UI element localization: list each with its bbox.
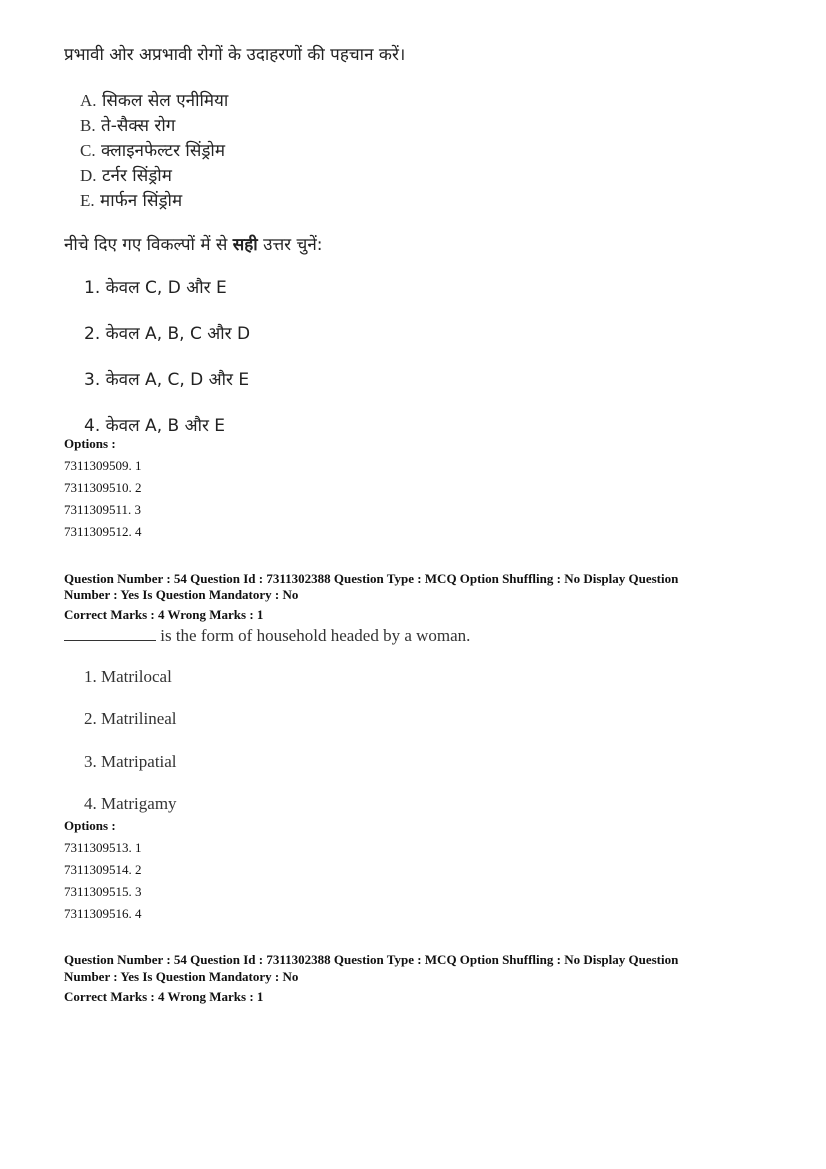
q1-item-a <box>80 88 228 111</box>
q1-item-letter: B. <box>80 116 96 135</box>
q1-option-id-4: 7311309512. 4 <box>64 524 142 539</box>
q1-item-text: टर्नर सिंड्रोम <box>101 166 172 186</box>
q1-option-id-2: 7311309510. 2 <box>64 480 142 495</box>
q1-item-b <box>80 113 175 136</box>
q1-item-e <box>80 188 182 211</box>
q1-choice-1: 1. केवल C, D और E <box>84 278 227 298</box>
q1-item-letter: C. <box>80 141 96 160</box>
q1-option-id-1: 7311309509. 1 <box>64 458 142 473</box>
q1-instruction-pre: नीचे दिए गए विकल्पों में से <box>64 235 233 255</box>
q2-meta-line-1: Question Number : 54 Question Id : 7311302388 Question Type : MCQ Option Shuffling : No Display Question <box>64 571 679 586</box>
q1-options-label: Options : <box>64 436 116 451</box>
q1-item-letter: A. <box>80 91 97 110</box>
q1-instruction-post: उत्तर चुनें: <box>257 235 323 255</box>
q1-item-text: क्लाइनफेल्टर सिंड्रोम <box>101 141 225 161</box>
q1-item-text: सिकल सेल एनीमिया <box>101 91 229 111</box>
q3-meta-line-3: Correct Marks : 4 Wrong Marks : 1 <box>64 989 264 1004</box>
q3-meta-line-2: Number : Yes Is Question Mandatory : No <box>64 969 299 984</box>
q1-choice-4: 4. केवल A, B और E <box>84 416 226 436</box>
question-1-stem: प्रभावी ओर अप्रभावी रोगों के उदाहरणों की पहचान करें। <box>64 45 406 65</box>
q1-choice-2: 2. केवल A, B, C और D <box>84 324 251 344</box>
q2-option-id-3: 7311309515. 3 <box>64 884 142 899</box>
q1-item-letter: D. <box>80 166 97 185</box>
q2-options-label: Options : <box>64 818 116 833</box>
q1-item-d <box>80 163 172 186</box>
q2-meta-line-3: Correct Marks : 4 Wrong Marks : 1 <box>64 607 264 622</box>
fill-in-blank <box>64 626 156 641</box>
q2-stem-text: is the form of household headed by a woman. <box>156 626 471 645</box>
q1-item-letter: E. <box>80 191 95 210</box>
q1-option-id-3: 7311309511. 3 <box>64 502 142 517</box>
q3-meta-line-1: Question Number : 54 Question Id : 7311302388 Question Type : MCQ Option Shuffling : No Display Question <box>64 952 679 967</box>
q2-option-id-2: 7311309514. 2 <box>64 862 142 877</box>
q2-choice-3: 3. Matripatial <box>84 752 177 771</box>
q2-choice-2: 2. Matrilineal <box>84 709 177 728</box>
q2-meta-line-2: Number : Yes Is Question Mandatory : No <box>64 587 299 602</box>
q1-item-text: मार्फन सिंड्रोम <box>100 191 183 211</box>
q1-choice-3: 3. केवल A, C, D और E <box>84 370 250 390</box>
q1-item-c <box>80 138 225 161</box>
q2-option-id-4: 7311309516. 4 <box>64 906 142 921</box>
q1-instruction <box>64 232 323 255</box>
q2-stem <box>64 626 470 646</box>
q1-item-text: ते-सैक्स रोग <box>101 116 176 136</box>
q2-choice-1: 1. Matrilocal <box>84 667 172 686</box>
q2-choice-4: 4. Matrigamy <box>84 794 177 813</box>
q2-option-id-1: 7311309513. 1 <box>64 840 142 855</box>
q1-instruction-bold: सही <box>232 235 258 255</box>
